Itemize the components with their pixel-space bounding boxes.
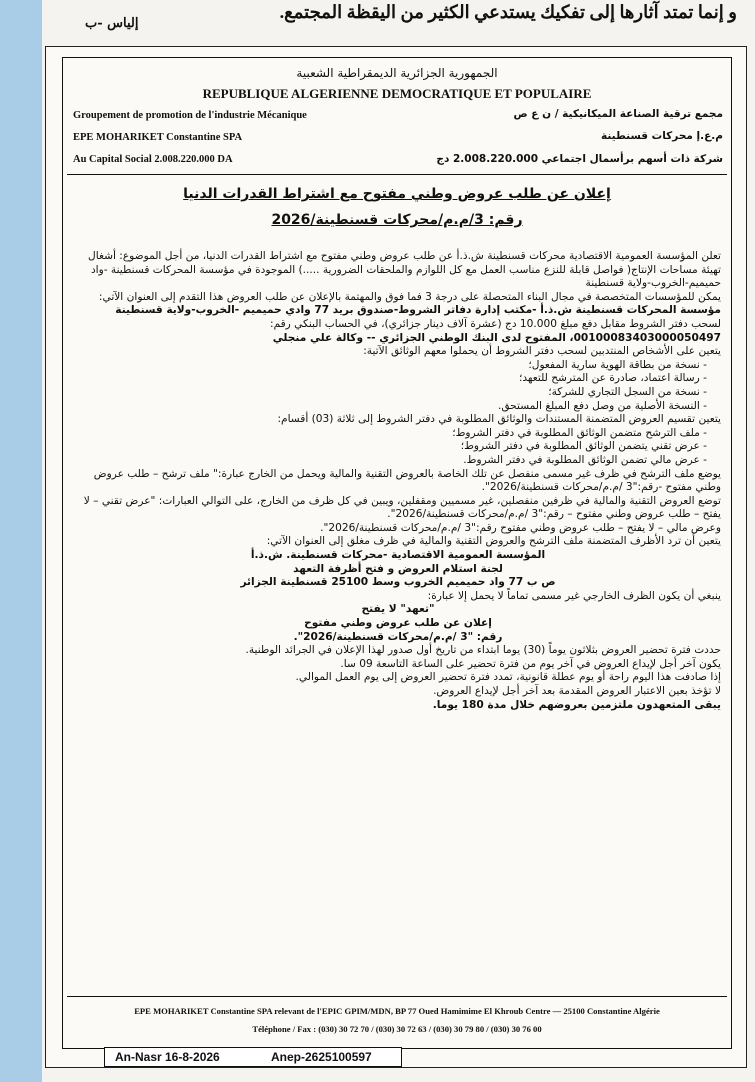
envelope-address-line: المؤسسة العمومية الاقتصادية -محركات قسنطينة. ش.ذ.أ — [250, 549, 546, 562]
header-french-republic: REPUBLIQUE ALGERIENNE DEMOCRATIQUE ET POPULAIRE — [202, 86, 592, 101]
footer-phone: Téléphone / Fax : (030) 30 72 70 / (030) 30 72 63 / (030) 30 79 80 / (030) 30 76 00 — [252, 1024, 542, 1034]
header-fr-line-1: Groupement de promotion de l'industrie Mécanique — [73, 110, 307, 121]
announcement-title: إعلان عن طلب عروض وطني مفتوح مع اشتراط القدرات الدنيا — [183, 186, 611, 202]
envelope-address-line: ص ب 77 واد حميميم الخروب وسط 25100 قسنطينة الجزائر — [240, 576, 556, 589]
announcement-number: رقم: 3/م.م/محركات قسنطينة/2026 — [271, 212, 523, 228]
doc-item: - رسالة اعتماد، صادرة عن المترشح للتعهد؛ — [518, 372, 707, 385]
outer-envelope-line: رقم: "3 /م.م/محركات قسنطينة/2026". — [293, 630, 503, 643]
fee-line: لسحب دفتر الشروط مقابل دفع مبلغ 10.000 دج (عشرة آلاف دينار جزائري)، في الحساب البنكي رقم: — [270, 317, 721, 330]
newspaper-excerpt: و إنما تمتد آثارها إلى تفكيك يستدعي الكثير من اليقظة المجتمع. — [279, 2, 737, 22]
announcement-frame — [45, 46, 747, 1068]
header-arabic-republic: الجمهورية الجزائرية الديمقراطية الشعبية — [296, 66, 498, 80]
deadline-line: يكون آخر أجل لإيداع العروض في آخر يوم من فترة تحضير على الساعة التاسعة 09 سا. — [340, 657, 721, 670]
part-item: - ملف الترشح متضمن الوثائق المطلوبة في دفتر الشروط؛ — [452, 426, 707, 439]
deadline-line: يبقى المتعهدون ملتزمين بعروضهم خلال مدة 180 يوما. — [432, 698, 721, 711]
stamp-newspaper: An-Nasr 16-8-2026 — [115, 1050, 220, 1064]
excerpt-signature: إلياس -ب — [85, 16, 139, 31]
publication-stamp — [104, 1047, 402, 1067]
doc-item: - نسخة من بطاقة الهوية سارية المفعول؛ — [528, 358, 707, 371]
intro-paragraph: تعلن المؤسسة العمومية الاقتصادية محركات قسنطينة ش.ذ.أ عن طلب عروض وطني مفتوح مع اشتراط القدرات الدنيا، من أجل الموضوع: أشغال تهيئة مساحات الإنتاج( فواصل قابلة للنزع مناسب العمل مع كل اللوازم والملحقات الضرورية .....) الموجودة في مؤسسة المحركات قسنطينة -واد حميميم-الخروب-ولاية قسنطينة — [88, 250, 721, 290]
eligibility-paragraph: يمكن للمؤسسات المتخصصة في مجال البناء المتحصلة على درجة 3 فما فوق والمهتمة بالإعلان عن طلب العروض هذا التقدم إلى العنوان الآتي: — [98, 290, 721, 303]
doc-item: - النسخة الأصلية من وصل دفع المبلغ المستحق. — [497, 399, 707, 412]
part-item: - عرض تقني يتضمن الوثائق المطلوبة في دفتر الشروط؛ — [460, 440, 707, 453]
header-separator — [67, 174, 727, 175]
envelope-intro: يتعين أن ترد الأظرف المتضمنة ملف الترشح والعروض التقنية والمالية في ظرف مغلق إلى العنوان الآتي: — [266, 535, 721, 548]
envelope-address-line: لجنة استلام العروض و فتح أظرفة التعهد — [293, 562, 503, 575]
financial-offer-line: وعرض مالي – لا يفتح – طلب عروض وطني مفتوح رقم:"3 /م.م/محركات قسنطينة/2026". — [320, 521, 721, 534]
footer-address: EPE MOHARIKET Constantine SPA relevant de l'EPIC GPIM/MDN, BP 77 Oued Hamimime El Khroub Centre — 25100 Constantine Algérie — [134, 1006, 660, 1016]
deadline-line: لا تؤخذ بعين الاعتبار العروض المقدمة بعد آخر أجل لإيداع العروض. — [433, 685, 721, 697]
parts-intro: يتعين تقسيم العروض المتضمنة المستندات والوثائق المطلوبة في دفتر الشروط إلى ثلاثة (03) أقسام: — [277, 413, 721, 426]
outer-envelope-line: "تعهد" لا يفتح — [361, 603, 435, 616]
header-fr-line-2: EPE MOHARIKET Constantine SPA — [73, 132, 243, 143]
doc-item: - نسخة من السجل التجاري للشركة؛ — [548, 385, 707, 398]
part-item: - عرض مالي تضمن الوثائق المطلوبة في دفتر الشروط. — [463, 453, 707, 466]
outer-envelope-line: إعلان عن طلب عروض وطني مفتوح — [304, 617, 492, 630]
deadline-line: حددت فترة تحضير العروض بثلاثون يوماً (30) يوما ابتداء من تاريخ أول صدور لهذا الإعلان في الجرائد الوطنية. — [245, 644, 721, 657]
header-fr-line-3: Au Capital Social 2.008.220.000 DA — [73, 154, 233, 165]
withdrawal-address: مؤسسة المحركات قسنطينة ش.ذ.أ -مكتب إدارة دفاتر الشروط-صندوق بريد 77 وادي حميميم -الخروب-ولاية قسنطينة — [115, 304, 721, 317]
header-ar-line-3: شركة ذات أسهم برأسمال اجتماعي 2.008.220.000 دج — [436, 153, 723, 165]
bank-account-line: 00100083403000050497، المفتوح لدى البنك الوطني الجزائري -- وكالة علي منجلي — [272, 331, 721, 344]
docs-intro: يتعين على الأشخاص المنتدبين لسحب دفتر الشروط أن يحملوا معهم الوثائق الآتية: — [363, 345, 721, 358]
candidature-file-paragraph: يوضع ملف الترشح في ظرف غير مسمى منفصل عن تلك الخاصة بالعروض التقنية والمالية ويحمل من الخارج عبارة:" ملف ترشح – طلب عروض وطني مفتوح -رقم:"3 /م.م/محركات قسنطينة/2026". — [93, 467, 721, 494]
stamp-reference: Anep-2625100597 — [271, 1050, 372, 1064]
header-ar-line-2: م.ع.إ محركات قسنطينة — [601, 130, 723, 142]
footer-separator — [67, 996, 727, 997]
left-color-strip — [0, 0, 42, 1082]
announcement-border — [62, 57, 732, 1049]
outer-envelope-intro: ينبغي أن يكون الظرف الخارجي غير مسمى تماماً لا يحمل إلا عبارة: — [427, 589, 721, 602]
announcement-body — [75, 250, 721, 712]
tech-offer-paragraph: توضع العروض التقنية والمالية في ظرفين منفصلين، غير مسميين ومقفلين، ويبين في كل ظرف من الخارج، على التوالي العبارات: "عرض تقني – لا يفتح – طلب عروض وطني مفتوح – رقم:"3 /م.م/محركات قسنطينة/2026". — [83, 494, 721, 521]
deadline-line: إذا صادفت هذا اليوم راحة أو يوم عطلة قانونية، تمدد فترة تحضير العروض إلى يوم العمل الموالي. — [295, 671, 721, 684]
header-ar-line-1: مجمع ترقية الصناعة الميكانيكية / ن ع ص — [513, 108, 723, 120]
